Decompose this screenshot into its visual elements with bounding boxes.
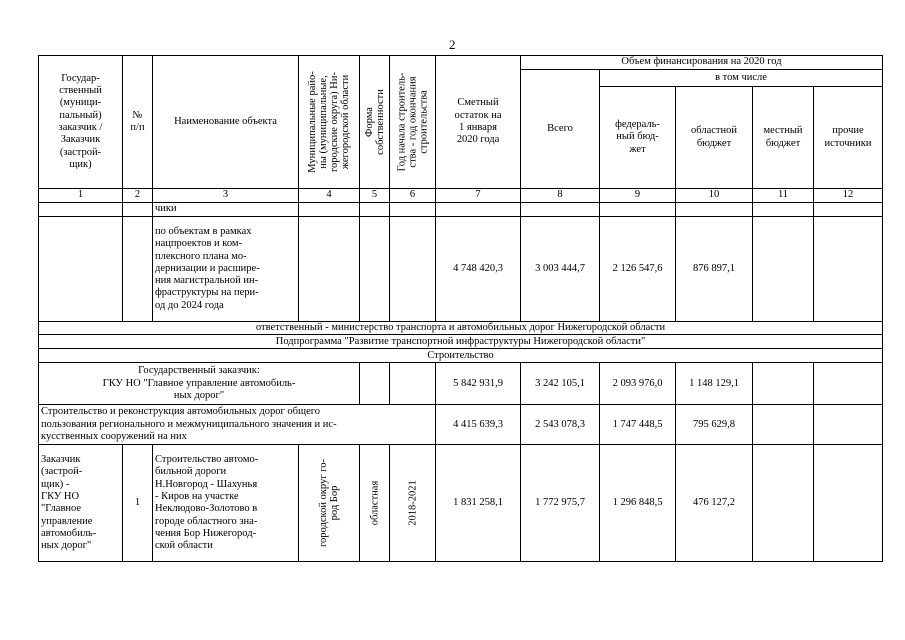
total-value: 2 543 078,3 <box>521 405 600 445</box>
header-years: Год начала строитель- ства - год окончания строительства <box>390 56 436 189</box>
header-estimate-balance: Сметный остаток на 1 января 2020 года <box>436 56 521 189</box>
federal-budget-value: 2 126 547,6 <box>600 217 676 322</box>
federal-budget-value: 1 296 848,5 <box>600 445 676 562</box>
federal-budget-value: 2 093 976,0 <box>600 363 676 405</box>
header-total: Всего <box>521 70 600 189</box>
government-customer: Государственный заказчик: ГКУ НО "Главное управление автомобиль- ных дорог" <box>39 363 360 405</box>
district-value: городской округ го- род Бор <box>299 445 360 562</box>
header-local-budget: местный бюджет <box>753 87 814 189</box>
header-ownership: Форма собственности <box>360 56 390 189</box>
regional-budget-value: 795 629,8 <box>676 405 753 445</box>
col-number: 8 <box>521 189 600 203</box>
estimate-balance-value: 4 415 639,3 <box>436 405 521 445</box>
col-number: 9 <box>600 189 676 203</box>
header-number: № п/п <box>123 56 153 189</box>
col-number: 3 <box>153 189 299 203</box>
responsible-section: ответственный - министерство транспорта и автомобильных дорог Нижегородской области <box>39 322 883 335</box>
federal-budget-value: 1 747 448,5 <box>600 405 676 445</box>
regional-budget-value: 876 897,1 <box>676 217 753 322</box>
object-name: Строительство автомо- бильной дороги Н.Новгород - Шахунья - Киров на участке Неклюдово-Золотово в городе областного зна- чения Бор Нижегород- ской области <box>153 445 299 562</box>
page-number: 2 <box>449 37 456 52</box>
col-number: 7 <box>436 189 521 203</box>
object-name: по объектам в рамках нацпроектов и ком- плексного плана мо- дернизации и расшире- ния магистральной ин- фраструктуры на пери- од до 2024 года <box>153 217 299 322</box>
col-number: 6 <box>390 189 436 203</box>
table-row <box>39 335 883 349</box>
col-number: 1 <box>39 189 123 203</box>
total-value: 1 772 975,7 <box>521 445 600 562</box>
customer-developer: Заказчик (застрой- щик) - ГКУ НО "Главное управление автомобиль- ных дорог" <box>39 445 123 562</box>
total-value: 3 242 105,1 <box>521 363 600 405</box>
header-customer: Государ- ственный (муници- пальный) заказчик / Заказчик (застрой- щик) <box>39 56 123 189</box>
estimate-balance-value: 1 831 258,1 <box>436 445 521 562</box>
column-numbers-row <box>39 189 883 203</box>
col-number: 10 <box>676 189 753 203</box>
table-row <box>39 322 883 335</box>
subprogram-section: Подпрограмма "Развитие транспортной инфраструктуры Нижегородской области" <box>39 335 883 349</box>
table-row <box>39 203 883 217</box>
estimate-balance-value: 4 748 420,3 <box>436 217 521 322</box>
table-row <box>39 405 883 445</box>
header-district: Муниципальные райо- ны (муниципальные, городские округа) Ни- жегородской области <box>299 56 360 189</box>
col-number: 11 <box>753 189 814 203</box>
header-including: в том числе <box>600 70 883 87</box>
object-name-continuation: чики <box>153 203 299 217</box>
row-number: 1 <box>123 445 153 562</box>
estimate-balance-value: 5 842 931,9 <box>436 363 521 405</box>
col-number: 4 <box>299 189 360 203</box>
col-number: 12 <box>814 189 883 203</box>
table-row <box>39 349 883 363</box>
header-object-name: Наименование объекта <box>153 56 299 189</box>
years-value: 2018-2021 <box>390 445 436 562</box>
construction-section: Строительство <box>39 349 883 363</box>
regional-budget-value: 476 127,2 <box>676 445 753 562</box>
header-federal-budget: федераль- ный бюд- жет <box>600 87 676 189</box>
col-number: 5 <box>360 189 390 203</box>
header-other-sources: прочие источники <box>814 87 883 189</box>
total-value: 3 003 444,7 <box>521 217 600 322</box>
regional-budget-value: 1 148 129,1 <box>676 363 753 405</box>
table-row <box>39 445 883 562</box>
reconstruction-category: Строительство и реконструкция автомобильных дорог общего пользования регионального и межмуниципального значения и ис- кусственных сооружений на них <box>39 405 436 445</box>
financing-table <box>38 55 883 562</box>
header-financing: Объем финансирования на 2020 год <box>521 56 883 70</box>
table-row <box>39 363 883 405</box>
ownership-value: областная <box>360 445 390 562</box>
table-row <box>39 217 883 322</box>
header-regional-budget: областной бюджет <box>676 87 753 189</box>
col-number: 2 <box>123 189 153 203</box>
